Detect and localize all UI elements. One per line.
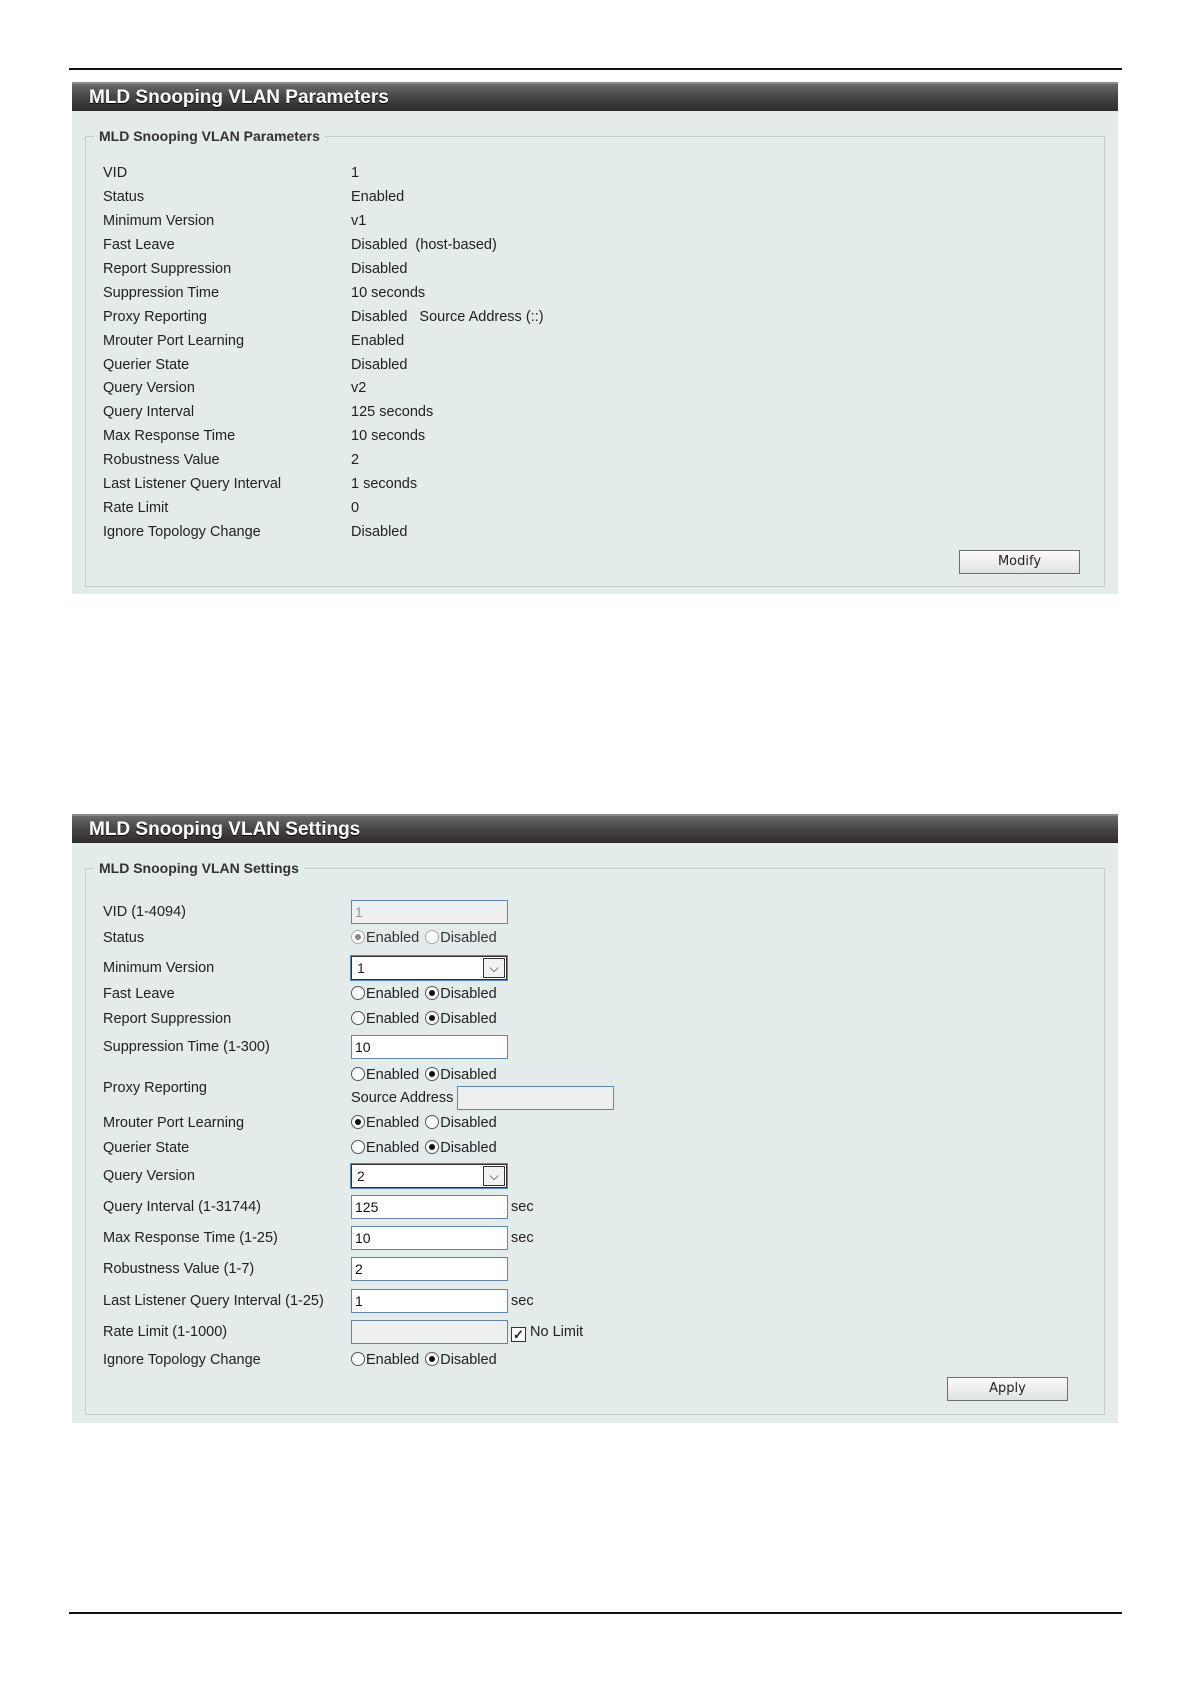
setting-label: Querier State — [103, 1140, 190, 1156]
mrouter-enabled-radio[interactable] — [351, 1115, 365, 1129]
radio-label: Disabled — [440, 1352, 497, 1368]
setting-label: Last Listener Query Interval (1-25) — [103, 1293, 324, 1309]
param-label: Fast Leave — [103, 237, 175, 253]
page-top-rule — [69, 68, 1122, 70]
last-listener-query-interval-input[interactable]: 1 — [351, 1289, 508, 1313]
select-value: 2 — [357, 1168, 365, 1184]
param-value-extra: (host-based) — [415, 237, 497, 253]
source-address-group — [351, 1086, 614, 1110]
settings-legend: MLD Snooping VLAN Settings — [94, 859, 304, 877]
param-value: v2 — [351, 380, 367, 396]
select-value: 1 — [357, 960, 365, 976]
radio-label: Enabled — [366, 1115, 420, 1131]
param-value: v1 — [351, 213, 367, 229]
param-label: Max Response Time — [103, 428, 236, 444]
mrouter-disabled-radio[interactable] — [425, 1115, 439, 1129]
param-label: Ignore Topology Change — [103, 524, 261, 540]
ignore-topology-change-radio-group — [351, 1350, 503, 1370]
params-panel-header: MLD Snooping VLAN Parameters — [72, 82, 1118, 111]
report-suppression-disabled-radio[interactable] — [425, 1011, 439, 1025]
param-label: Minimum Version — [103, 213, 215, 229]
settings-panel — [72, 814, 1118, 1423]
settings-panel-header: MLD Snooping VLAN Settings — [72, 814, 1118, 843]
param-value-extra: Source Address (::) — [419, 309, 544, 325]
param-label: Rate Limit — [103, 500, 169, 516]
apply-button[interactable]: Apply — [947, 1377, 1068, 1401]
radio-label: Disabled — [440, 1140, 497, 1156]
setting-label: VID (1-4094) — [103, 904, 187, 920]
setting-label: Status — [103, 930, 145, 946]
params-legend: MLD Snooping VLAN Parameters — [94, 127, 325, 145]
suppression-time-input[interactable]: 10 — [351, 1035, 508, 1059]
setting-control — [351, 1035, 508, 1059]
radio-label: Enabled — [366, 1352, 420, 1368]
param-label: Suppression Time — [103, 285, 220, 301]
proxy-reporting-disabled-radio[interactable] — [425, 1067, 439, 1081]
setting-control — [351, 1320, 611, 1344]
page-bottom-rule — [69, 1612, 1122, 1614]
radio-label: Disabled — [440, 1115, 497, 1131]
minimum-version-select[interactable] — [351, 956, 507, 980]
no-limit-checkbox[interactable]: ✓ — [511, 1327, 526, 1342]
setting-label: Mrouter Port Learning — [103, 1115, 245, 1131]
radio-label: Enabled — [366, 1011, 420, 1027]
source-address-input[interactable] — [457, 1086, 614, 1110]
param-value: 2 — [351, 452, 360, 468]
setting-control — [351, 1226, 571, 1250]
setting-label: Fast Leave — [103, 986, 175, 1002]
setting-label: Suppression Time (1-300) — [103, 1039, 270, 1055]
setting-label: Ignore Topology Change — [103, 1352, 261, 1368]
param-label: Query Version — [103, 380, 195, 396]
param-value: 0 — [351, 500, 360, 516]
setting-control — [351, 1195, 571, 1219]
ignore-topology-disabled-radio[interactable] — [425, 1352, 439, 1366]
param-label: Proxy Reporting — [103, 309, 207, 325]
radio-label: Enabled — [366, 1140, 420, 1156]
param-label: Robustness Value — [103, 452, 220, 468]
param-label: Mrouter Port Learning — [103, 333, 245, 349]
setting-label: Minimum Version — [103, 960, 215, 976]
param-value: Disabled — [351, 524, 408, 540]
setting-control — [351, 1289, 571, 1313]
param-value: 1 — [351, 165, 360, 181]
param-value: Disabled — [351, 237, 408, 253]
querier-disabled-radio[interactable] — [425, 1140, 439, 1154]
report-suppression-radio-group — [351, 1009, 503, 1029]
query-interval-input[interactable]: 125 — [351, 1195, 508, 1219]
param-label: Status — [103, 189, 145, 205]
param-label: Query Interval — [103, 404, 195, 420]
param-label: Report Suppression — [103, 261, 232, 277]
chevron-down-icon: ⌵ — [483, 1166, 505, 1186]
param-value: Disabled — [351, 357, 408, 373]
query-version-select[interactable] — [351, 1164, 507, 1188]
rate-limit-input[interactable] — [351, 1320, 508, 1344]
param-value: 1 seconds — [351, 476, 418, 492]
robustness-value-input[interactable]: 2 — [351, 1257, 508, 1281]
setting-control — [351, 900, 508, 924]
radio-label: Disabled — [440, 1067, 497, 1083]
max-response-time-input[interactable]: 10 — [351, 1226, 508, 1250]
status-disabled-radio[interactable] — [425, 930, 439, 944]
proxy-reporting-radio-group — [351, 1065, 503, 1085]
querier-state-radio-group — [351, 1138, 503, 1158]
querier-enabled-radio[interactable] — [351, 1140, 365, 1154]
param-label: VID — [103, 165, 128, 181]
no-limit-group — [511, 1320, 583, 1344]
vid-input[interactable]: 1 — [351, 900, 508, 924]
param-value: Enabled — [351, 189, 405, 205]
unit-label: sec — [511, 1199, 534, 1215]
param-value-group — [351, 235, 497, 255]
fast-leave-radio-group — [351, 984, 503, 1004]
setting-label: Rate Limit (1-1000) — [103, 1324, 228, 1340]
setting-control — [351, 1164, 507, 1189]
param-value: 125 seconds — [351, 404, 434, 420]
setting-label: Query Version — [103, 1168, 195, 1184]
source-address-label: Source Address — [351, 1089, 454, 1106]
setting-label: Max Response Time (1-25) — [103, 1230, 278, 1246]
radio-label: Enabled — [366, 986, 420, 1002]
param-value: Disabled — [351, 261, 408, 277]
setting-label: Report Suppression — [103, 1011, 232, 1027]
setting-control — [351, 1257, 508, 1281]
param-label: Last Listener Query Interval — [103, 476, 282, 492]
radio-label: Disabled — [440, 986, 497, 1002]
modify-button[interactable]: Modify — [959, 550, 1080, 574]
mrouter-port-learning-radio-group — [351, 1113, 503, 1133]
setting-control — [351, 956, 507, 981]
radio-label: Disabled — [440, 1011, 497, 1027]
param-value: 10 seconds — [351, 285, 426, 301]
param-value: 10 seconds — [351, 428, 426, 444]
status-enabled-radio[interactable] — [351, 930, 365, 944]
fast-leave-enabled-radio[interactable] — [351, 986, 365, 1000]
proxy-reporting-enabled-radio[interactable] — [351, 1067, 365, 1081]
radio-label: Enabled — [366, 1067, 420, 1083]
setting-label: Query Interval (1-31744) — [103, 1199, 261, 1215]
unit-label: sec — [511, 1230, 534, 1246]
setting-label: Robustness Value (1-7) — [103, 1261, 255, 1277]
param-label: Querier State — [103, 357, 190, 373]
radio-label: Enabled — [366, 930, 420, 946]
status-radio-group — [351, 928, 503, 948]
params-panel — [72, 82, 1118, 594]
param-value-group — [351, 307, 544, 327]
chevron-down-icon: ⌵ — [483, 958, 505, 978]
fast-leave-disabled-radio[interactable] — [425, 986, 439, 1000]
report-suppression-enabled-radio[interactable] — [351, 1011, 365, 1025]
ignore-topology-enabled-radio[interactable] — [351, 1352, 365, 1366]
no-limit-label: No Limit — [530, 1324, 584, 1340]
param-value: Enabled — [351, 333, 405, 349]
setting-label: Proxy Reporting — [103, 1080, 207, 1096]
radio-label: Disabled — [440, 930, 497, 946]
unit-label: sec — [511, 1293, 534, 1309]
param-value: Disabled — [351, 309, 408, 325]
